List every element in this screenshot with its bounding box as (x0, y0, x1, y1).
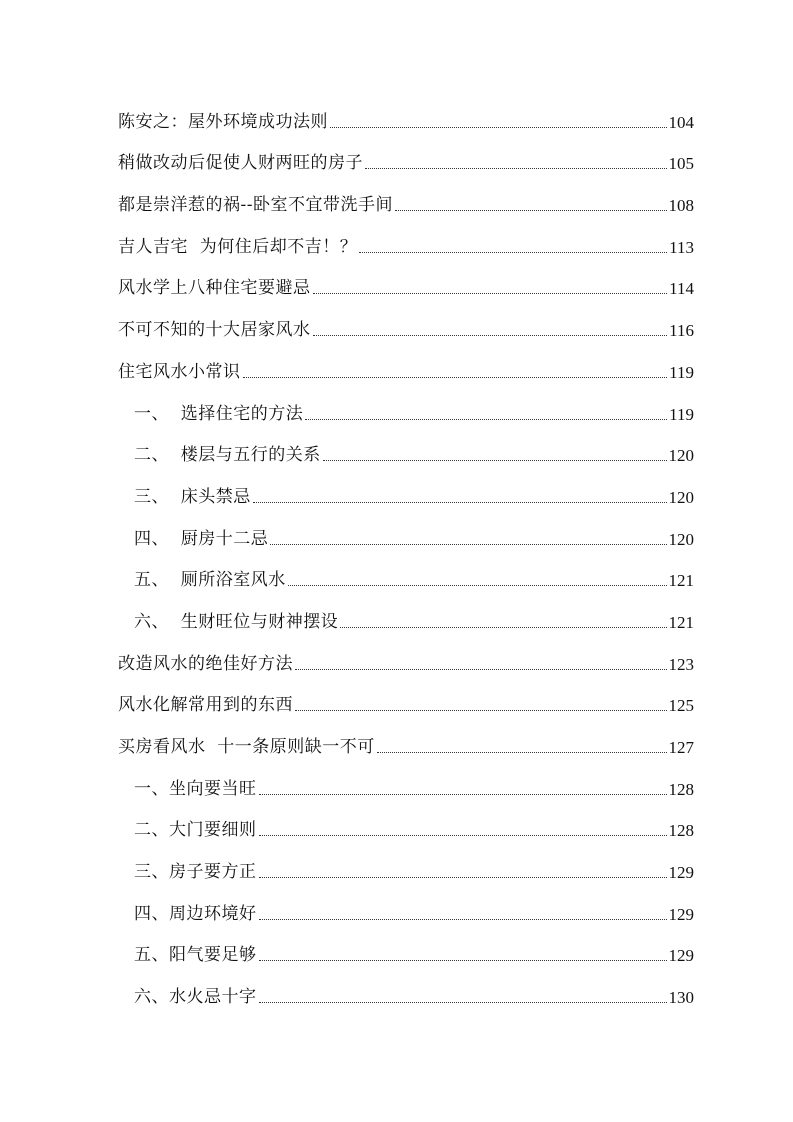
toc-dot-leader (259, 960, 667, 961)
toc-dot-leader (295, 669, 667, 670)
toc-entry[interactable] (118, 513, 694, 555)
toc-entry-title: 稍做改动后促使人财两旺的房子 (118, 153, 363, 174)
toc-entry[interactable] (118, 846, 694, 888)
toc-dot-leader (330, 127, 667, 128)
toc-entry-page-number: 119 (669, 362, 694, 382)
toc-entry[interactable] (118, 304, 694, 346)
toc-entry[interactable] (118, 596, 694, 638)
toc-entry-title: 陈安之：屋外环境成功法则 (118, 111, 328, 132)
toc-entry[interactable] (118, 805, 694, 847)
toc-dot-leader (253, 502, 667, 503)
toc-entry[interactable] (118, 763, 694, 805)
toc-entry-page-number: 113 (669, 237, 694, 257)
toc-entry-page-number: 120 (668, 487, 694, 507)
toc-entry-page-number: 105 (668, 154, 694, 174)
toc-entry-page-number: 129 (668, 946, 694, 966)
toc-entry-page-number: 116 (669, 321, 694, 341)
toc-entry-title: 六、水火忌十字 (134, 987, 257, 1008)
toc-entry[interactable] (118, 971, 694, 1013)
toc-dot-leader (323, 460, 667, 461)
toc-entry-page-number: 119 (669, 404, 694, 424)
toc-entry-title: 五、 厕所浴室风水 (134, 570, 286, 591)
toc-entry-title: 不可不知的十大居家风水 (118, 320, 311, 341)
toc-entry-page-number: 108 (668, 196, 694, 216)
toc-entry-title: 买房看风水 十一条原则缺一不可 (118, 737, 375, 757)
toc-entry-page-number: 120 (668, 446, 694, 466)
toc-entry[interactable] (118, 471, 694, 513)
toc-entry[interactable] (118, 680, 694, 722)
toc-dot-leader (313, 293, 668, 294)
toc-entry[interactable] (118, 638, 694, 680)
table-of-contents (118, 96, 694, 1013)
toc-dot-leader (243, 377, 668, 378)
toc-entry-page-number: 129 (668, 904, 694, 924)
toc-dot-leader (377, 752, 667, 753)
toc-dot-leader (359, 252, 667, 253)
toc-dot-leader (313, 335, 668, 336)
toc-entry-title: 三、 床头禁忌 (134, 486, 251, 507)
toc-entry-page-number: 120 (668, 529, 694, 549)
toc-entry-title: 六、 生财旺位与财神摆设 (134, 611, 339, 632)
toc-entry-page-number: 129 (668, 863, 694, 883)
toc-entry[interactable] (118, 179, 694, 221)
toc-entry-page-number: 128 (668, 779, 694, 799)
toc-entry-title: 都是崇洋惹的祸--卧室不宜带洗手间 (118, 195, 393, 216)
toc-dot-leader (259, 919, 667, 920)
toc-entry-page-number: 121 (668, 571, 694, 591)
toc-entry-title: 住宅风水小常识 (118, 361, 241, 382)
toc-entry-page-number: 123 (668, 654, 694, 674)
toc-entry[interactable] (118, 888, 694, 930)
toc-entry[interactable] (118, 346, 694, 388)
toc-entry[interactable] (118, 221, 694, 263)
toc-dot-leader (259, 794, 667, 795)
toc-entry-page-number: 127 (668, 738, 694, 757)
toc-entry[interactable] (118, 930, 694, 972)
toc-dot-leader (259, 1002, 667, 1003)
toc-entry[interactable] (118, 96, 694, 138)
toc-entry-title: 二、 楼层与五行的关系 (134, 445, 321, 466)
toc-entry[interactable] (118, 263, 694, 305)
toc-entry-page-number: 125 (668, 696, 694, 716)
toc-dot-leader (340, 627, 666, 628)
toc-entry[interactable] (118, 555, 694, 597)
toc-entry[interactable] (118, 430, 694, 472)
toc-entry-page-number: 130 (668, 988, 694, 1008)
toc-dot-leader (395, 210, 667, 211)
toc-entry-page-number: 104 (668, 112, 694, 132)
toc-entry-title: 一、 选择住宅的方法 (134, 403, 304, 424)
toc-dot-leader (305, 419, 667, 420)
toc-dot-leader (259, 835, 667, 836)
toc-entry-page-number: 128 (668, 821, 694, 841)
toc-entry-page-number: 121 (668, 612, 694, 632)
toc-entry-title: 风水化解常用到的东西 (118, 695, 293, 716)
toc-entry-title: 四、 厨房十二忌 (134, 528, 269, 549)
toc-entry[interactable] (118, 138, 694, 180)
toc-entry-title: 五、阳气要足够 (134, 945, 257, 966)
toc-dot-leader (288, 585, 667, 586)
toc-dot-leader (259, 877, 667, 878)
toc-entry-title: 一、坐向要当旺 (134, 778, 257, 799)
toc-entry-title: 吉人吉宅 为何住后却不吉！？ (118, 236, 358, 257)
toc-entry-page-number: 114 (669, 279, 694, 299)
toc-entry-title: 四、周边环境好 (134, 903, 257, 924)
toc-dot-leader (365, 168, 667, 169)
toc-entry-title: 二、大门要细则 (134, 820, 257, 841)
toc-entry[interactable] (118, 721, 694, 763)
toc-entry[interactable] (118, 388, 694, 430)
toc-dot-leader (270, 544, 666, 545)
toc-entry-title: 改造风水的绝佳好方法 (118, 653, 293, 674)
toc-entry-title: 三、房子要方正 (134, 862, 257, 883)
toc-entry-title: 风水学上八种住宅要避忌 (118, 278, 311, 299)
toc-dot-leader (295, 710, 667, 711)
